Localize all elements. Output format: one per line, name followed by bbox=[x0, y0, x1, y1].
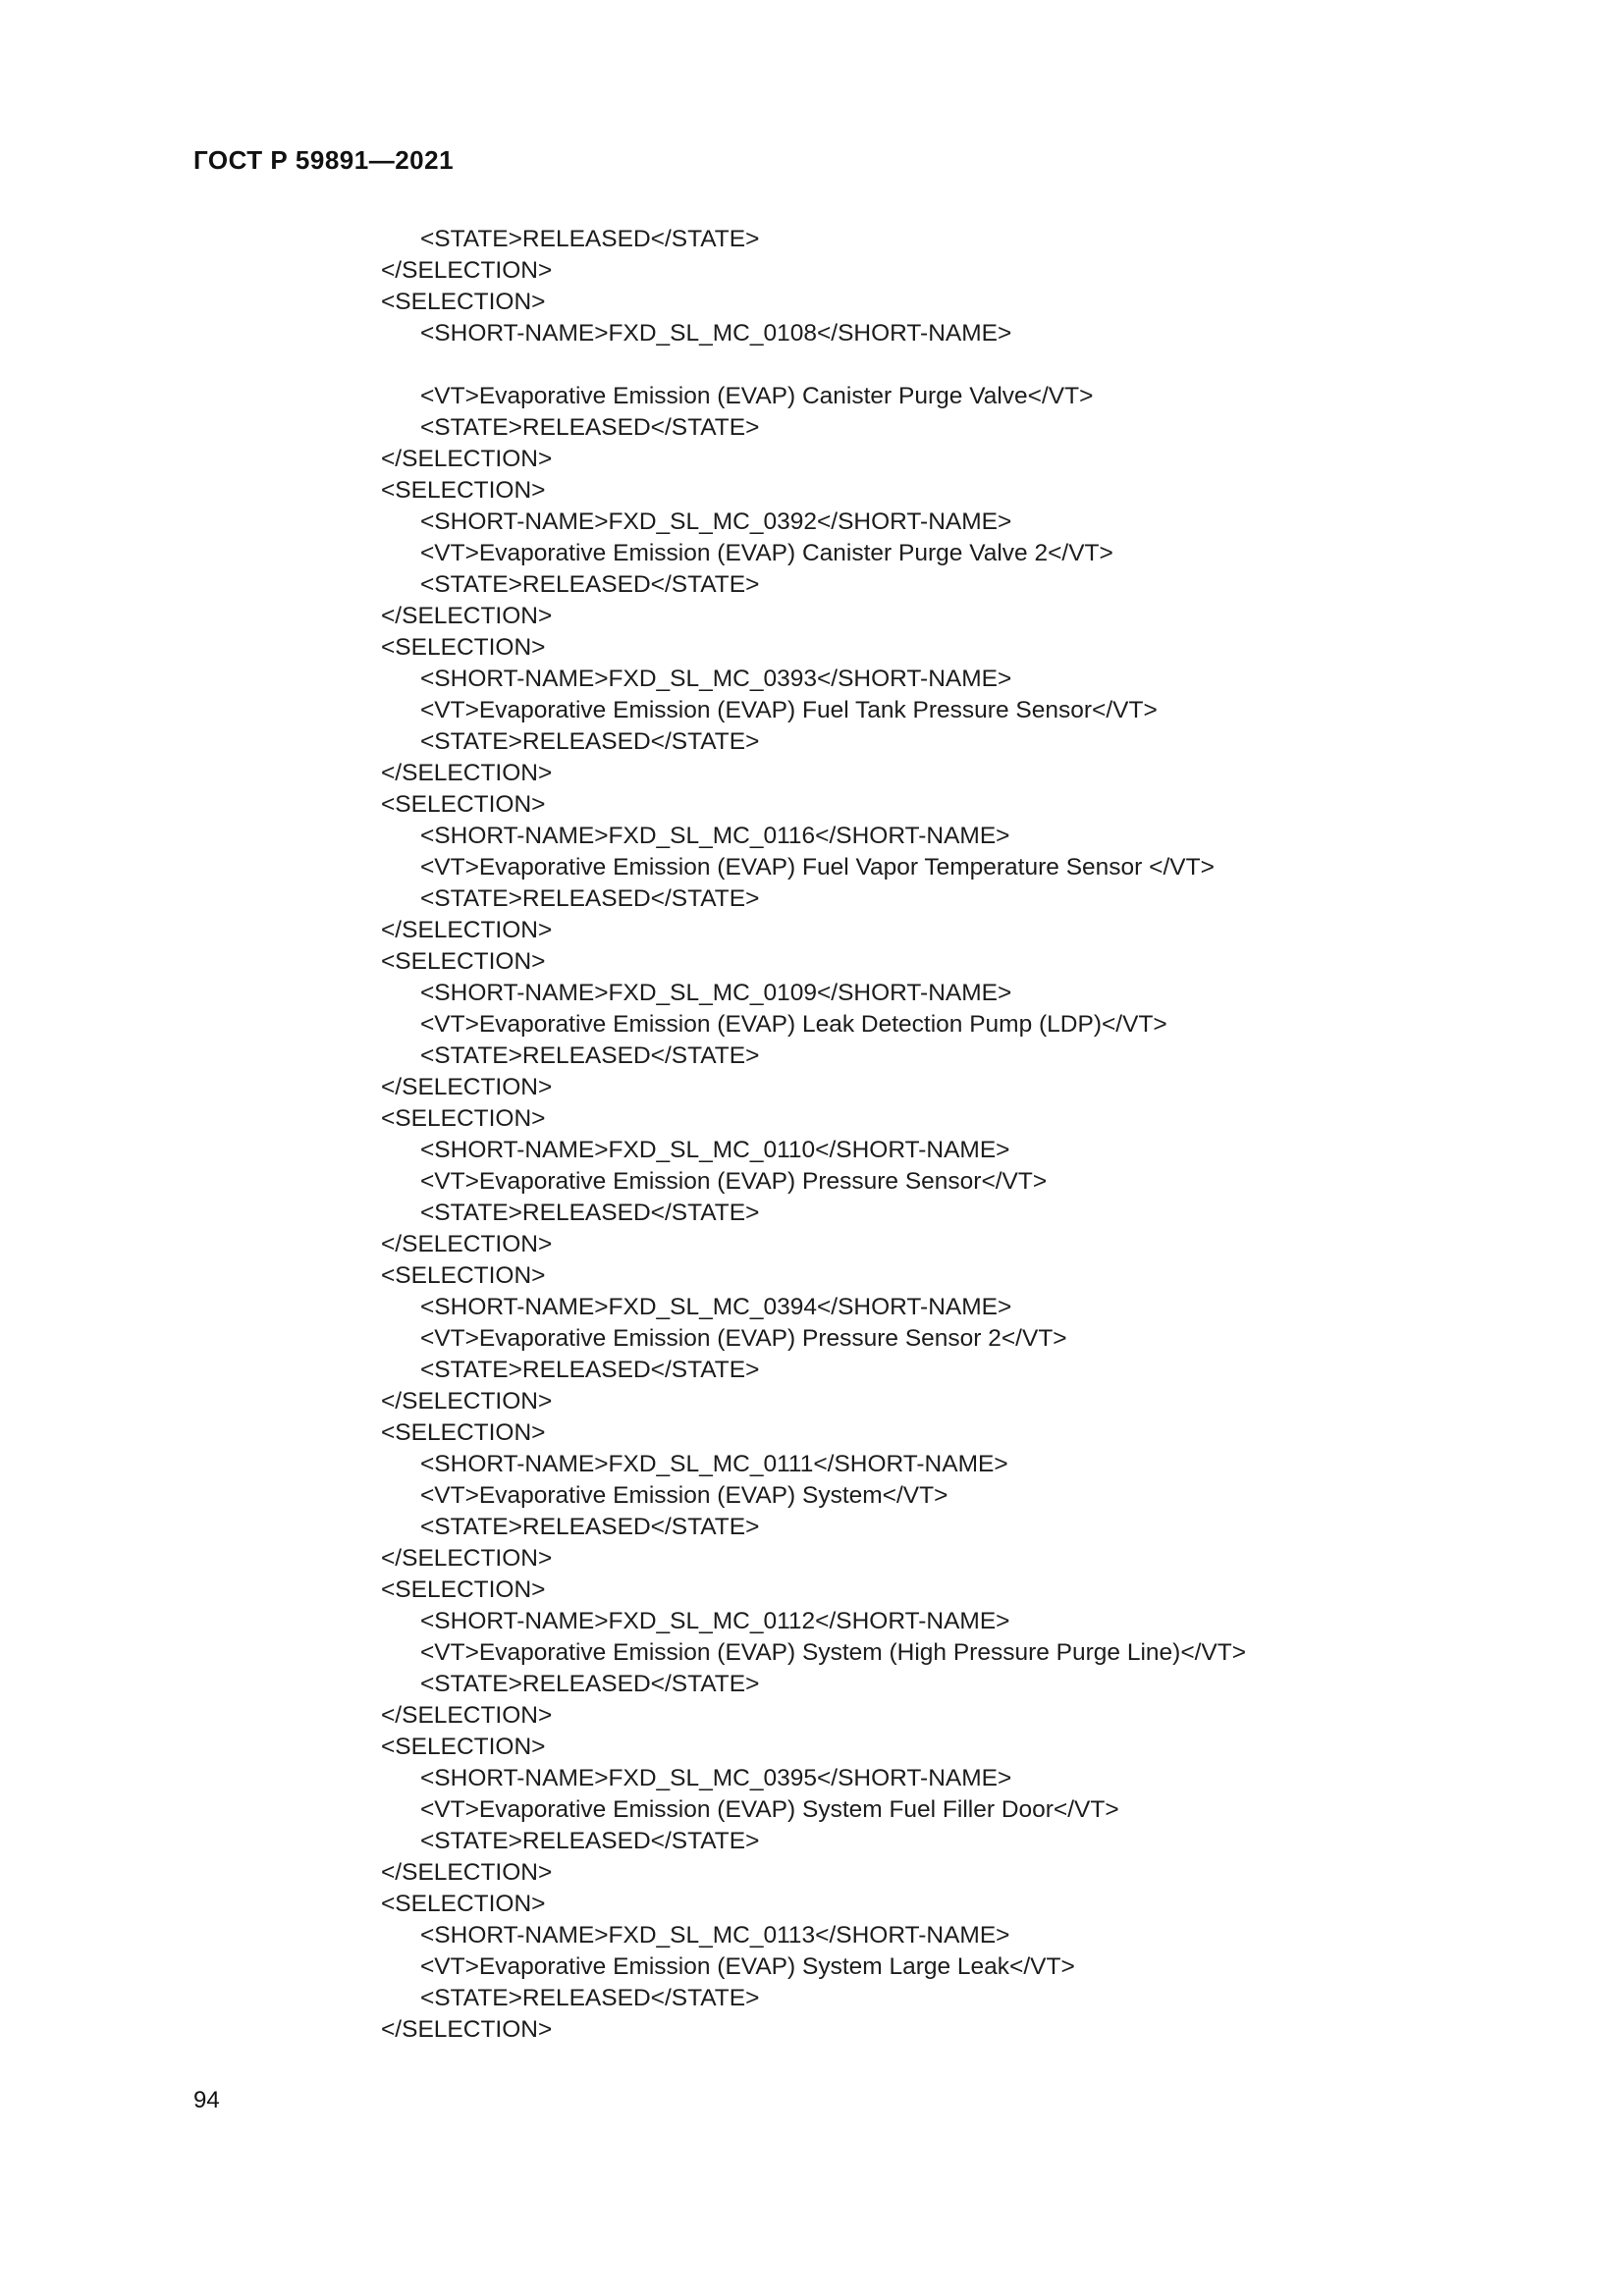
code-line: <VT>Evaporative Emission (EVAP) System Large Leak</VT> bbox=[420, 1953, 1075, 1980]
xml-code-listing bbox=[381, 224, 1246, 2046]
code-line: <VT>Evaporative Emission (EVAP) Canister Purge Valve</VT> bbox=[420, 383, 1094, 409]
code-line: <SELECTION> bbox=[381, 1734, 546, 1760]
code-line: <SHORT-NAME>FXD_SL_MC_0113</SHORT-NAME> bbox=[420, 1922, 1010, 1949]
code-line: <STATE>RELEASED</STATE> bbox=[420, 226, 760, 252]
code-line: <VT>Evaporative Emission (EVAP) System</VT> bbox=[420, 1482, 948, 1509]
code-line: <SELECTION> bbox=[381, 1891, 546, 1917]
code-line: <STATE>RELEASED</STATE> bbox=[420, 1828, 760, 1854]
code-line: <SHORT-NAME>FXD_SL_MC_0394</SHORT-NAME> bbox=[420, 1294, 1012, 1320]
code-line: <STATE>RELEASED</STATE> bbox=[420, 1042, 760, 1069]
code-line: <STATE>RELEASED</STATE> bbox=[420, 1357, 760, 1383]
code-line: <STATE>RELEASED</STATE> bbox=[420, 1671, 760, 1697]
code-line: <SHORT-NAME>FXD_SL_MC_0108</SHORT-NAME> bbox=[420, 320, 1012, 347]
code-line: <SELECTION> bbox=[381, 289, 546, 315]
code-line: </SELECTION> bbox=[381, 1545, 553, 1572]
code-line: <VT>Evaporative Emission (EVAP) Fuel Vapor Temperature Sensor </VT> bbox=[420, 854, 1215, 881]
code-line: </SELECTION> bbox=[381, 603, 553, 629]
code-line: <STATE>RELEASED</STATE> bbox=[420, 885, 760, 912]
code-line: <SELECTION> bbox=[381, 634, 546, 661]
code-line: <SHORT-NAME>FXD_SL_MC_0395</SHORT-NAME> bbox=[420, 1765, 1012, 1791]
code-line: </SELECTION> bbox=[381, 1231, 553, 1257]
code-line: <SELECTION> bbox=[381, 791, 546, 818]
code-line: <STATE>RELEASED</STATE> bbox=[420, 1514, 760, 1540]
code-line: </SELECTION> bbox=[381, 1388, 553, 1415]
code-line: <SELECTION> bbox=[381, 477, 546, 504]
code-line: <SHORT-NAME>FXD_SL_MC_0110</SHORT-NAME> bbox=[420, 1137, 1010, 1163]
code-line: </SELECTION> bbox=[381, 446, 553, 472]
code-line: <VT>Evaporative Emission (EVAP) Leak Detection Pump (LDP)</VT> bbox=[420, 1011, 1167, 1038]
code-line: <STATE>RELEASED</STATE> bbox=[420, 571, 760, 598]
code-line: <STATE>RELEASED</STATE> bbox=[420, 1985, 760, 2011]
code-line: </SELECTION> bbox=[381, 1859, 553, 1886]
code-line: <SELECTION> bbox=[381, 1419, 546, 1446]
code-line: <SHORT-NAME>FXD_SL_MC_0112</SHORT-NAME> bbox=[420, 1608, 1010, 1634]
code-line: <SHORT-NAME>FXD_SL_MC_0109</SHORT-NAME> bbox=[420, 980, 1012, 1006]
code-line: </SELECTION> bbox=[381, 1074, 553, 1100]
document-header: ГОСТ Р 59891—2021 bbox=[193, 145, 455, 175]
code-line: <VT>Evaporative Emission (EVAP) Pressure Sensor 2</VT> bbox=[420, 1325, 1067, 1352]
code-line: <SELECTION> bbox=[381, 1105, 546, 1132]
code-line: <SHORT-NAME>FXD_SL_MC_0111</SHORT-NAME> bbox=[420, 1451, 1008, 1477]
code-line: <SHORT-NAME>FXD_SL_MC_0116</SHORT-NAME> bbox=[420, 823, 1010, 849]
code-line: </SELECTION> bbox=[381, 1702, 553, 1729]
page-number: 94 bbox=[193, 2087, 220, 2113]
code-line: </SELECTION> bbox=[381, 760, 553, 786]
code-line: <SELECTION> bbox=[381, 948, 546, 975]
code-line: <STATE>RELEASED</STATE> bbox=[420, 414, 760, 441]
code-line: <VT>Evaporative Emission (EVAP) System Fuel Filler Door</VT> bbox=[420, 1796, 1119, 1823]
code-line: <VT>Evaporative Emission (EVAP) Pressure Sensor</VT> bbox=[420, 1168, 1048, 1195]
code-line: <VT>Evaporative Emission (EVAP) System (High Pressure Purge Line)</VT> bbox=[420, 1639, 1247, 1666]
code-line: <SELECTION> bbox=[381, 1576, 546, 1603]
code-line: <STATE>RELEASED</STATE> bbox=[420, 728, 760, 755]
code-line: <SHORT-NAME>FXD_SL_MC_0392</SHORT-NAME> bbox=[420, 508, 1012, 535]
code-line: <SELECTION> bbox=[381, 1262, 546, 1289]
code-line: </SELECTION> bbox=[381, 917, 553, 943]
code-line: <VT>Evaporative Emission (EVAP) Fuel Tank Pressure Sensor</VT> bbox=[420, 697, 1158, 723]
code-line: </SELECTION> bbox=[381, 2016, 553, 2043]
code-line: <STATE>RELEASED</STATE> bbox=[420, 1200, 760, 1226]
code-line: <SHORT-NAME>FXD_SL_MC_0393</SHORT-NAME> bbox=[420, 666, 1012, 692]
code-blank-line bbox=[381, 349, 1246, 381]
code-line: </SELECTION> bbox=[381, 257, 553, 284]
code-line: <VT>Evaporative Emission (EVAP) Canister Purge Valve 2</VT> bbox=[420, 540, 1113, 566]
